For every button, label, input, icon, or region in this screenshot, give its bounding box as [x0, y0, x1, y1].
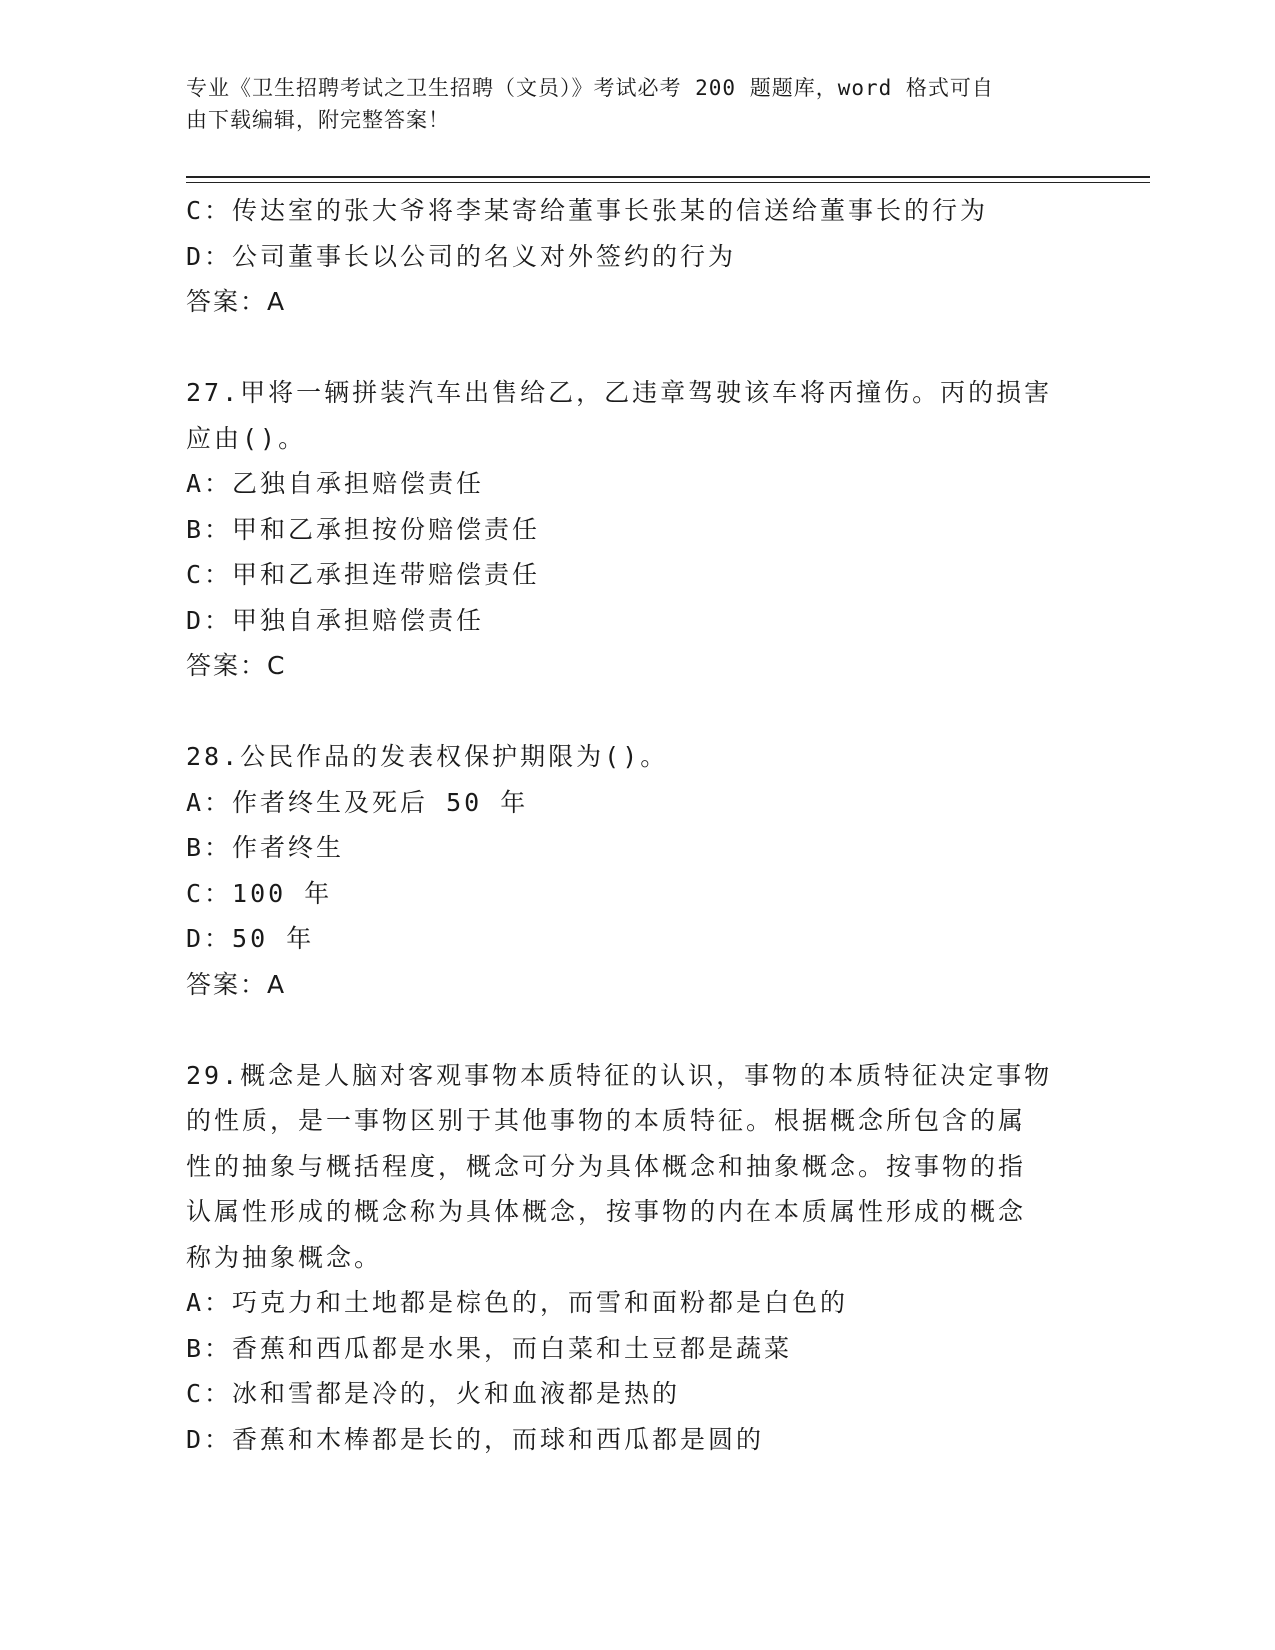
document-header [186, 72, 1066, 136]
option-c: C：100 年 [186, 878, 333, 908]
option-d: D：甲独自承担赔偿责任 [186, 605, 485, 635]
question-text-line: 29.概念是人脑对客观事物本质特征的认识，事物的本质特征决定事物 [186, 1060, 1053, 1090]
header-divider-thick [186, 176, 1150, 178]
spacer [186, 1007, 1086, 1053]
spacer [186, 325, 1086, 371]
option-c: C：传达室的张大爷将李某寄给董事长张某的信送给董事长的行为 [186, 196, 989, 225]
previous-question [186, 188, 1086, 325]
answer-line: 答案：A [186, 287, 287, 316]
header-line-2: 由下载编辑，附完整答案！ [186, 108, 450, 132]
answer-line: 答案：A [186, 969, 287, 999]
question-text-line: 称为抽象概念。 [186, 1242, 383, 1272]
question-27 [186, 370, 1086, 689]
option-d: D：公司董事长以公司的名义对外签约的行为 [186, 241, 737, 271]
option-d: D：50 年 [186, 924, 315, 953]
question-28 [186, 734, 1086, 1007]
option-d: D：香蕉和木棒都是长的，而球和西瓜都是圆的 [186, 1424, 765, 1454]
header-line-1: 专业《卫生招聘考试之卫生招聘（文员）》考试必考 200 题题库，word 格式可自 [186, 76, 994, 100]
option-a: A：乙独自承担赔偿责任 [186, 469, 485, 498]
option-c: C：冰和雪都是冷的，火和血液都是热的 [186, 1379, 681, 1408]
answer-line: 答案：C [186, 651, 287, 680]
option-a: A：作者终生及死后 50 年 [186, 787, 529, 817]
question-text-line: 认属性形成的概念称为具体概念，按事物的内在本质属性形成的概念 [186, 1197, 1027, 1226]
header-divider-thin [186, 182, 1150, 183]
option-a: A：巧克力和土地都是棕色的，而雪和面粉都是白色的 [186, 1288, 849, 1317]
question-text-line: 性的抽象与概括程度，概念可分为具体概念和抽象概念。按事物的指 [186, 1151, 1027, 1181]
spacer [186, 689, 1086, 735]
question-29 [186, 1053, 1086, 1463]
option-b: B：甲和乙承担按份赔偿责任 [186, 514, 541, 544]
question-text-line: 应由()。 [186, 423, 307, 453]
option-b: B：香蕉和西瓜都是水果，而白菜和土豆都是蔬菜 [186, 1333, 793, 1363]
question-list [186, 188, 1086, 1462]
option-c: C：甲和乙承担连带赔偿责任 [186, 560, 541, 589]
question-text-line: 27.甲将一辆拼装汽车出售给乙，乙违章驾驶该车将丙撞伤。丙的损害 [186, 378, 1053, 407]
option-b: B：作者终生 [186, 833, 345, 862]
question-text-line: 28.公民作品的发表权保护期限为()。 [186, 742, 669, 771]
question-text-line: 的性质，是一事物区别于其他事物的本质特征。根据概念所包含的属 [186, 1106, 1027, 1135]
